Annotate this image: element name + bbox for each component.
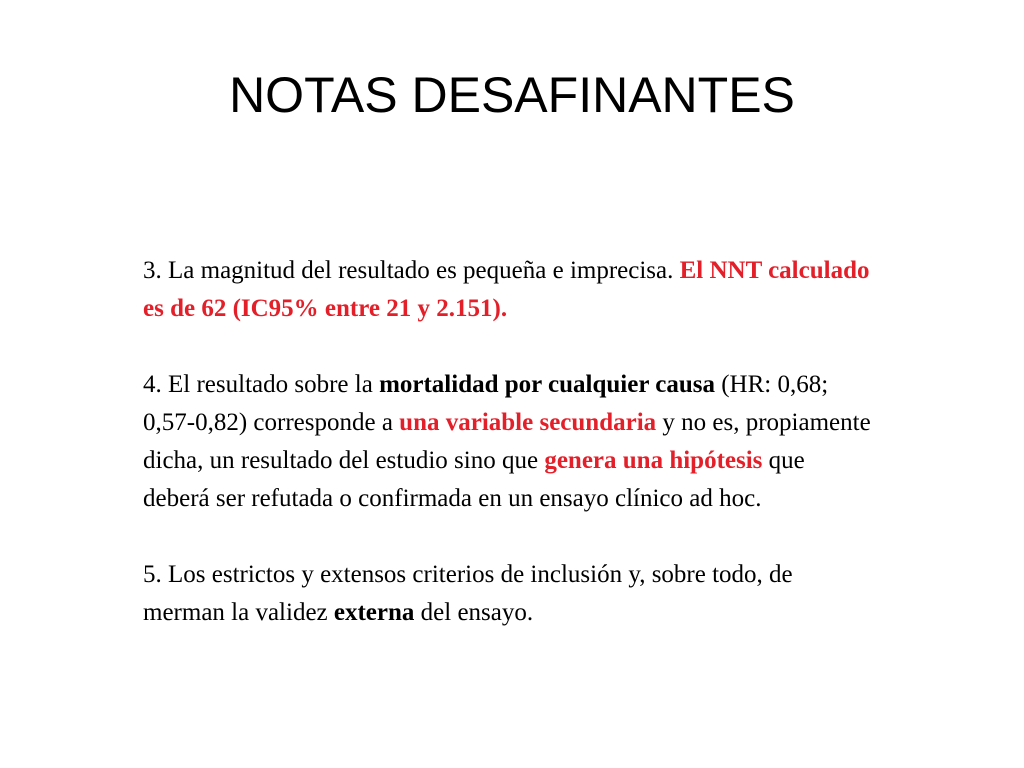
slide-body	[143, 252, 873, 632]
paragraph-text: 5. Los estrictos y extensos criterios de inclusión y, sobre todo, de merman la validez	[143, 561, 793, 626]
paragraph-text: que deberá ser refutada o confirmada en un ensayo clínico ad hoc.	[143, 447, 805, 512]
paragraph-text: (HR: 0,68; 0,57-0,82) corresponde a	[143, 371, 829, 436]
paragraph-4	[143, 366, 873, 518]
emphasized-text: externa	[333, 599, 415, 626]
paragraph-5	[143, 556, 873, 632]
paragraph-3	[143, 252, 873, 328]
paragraph-text: y no es, propiamente dicha, un resultado del estudio sino que	[143, 409, 871, 474]
highlighted-text: El NNT calculado es de 62 (IC95% entre 21 y 2.151).	[143, 257, 870, 322]
highlighted-text: una variable secundaria	[399, 409, 657, 436]
emphasized-text: mortalidad por cualquier causa	[379, 371, 715, 398]
highlighted-text: genera una hipótesis	[544, 447, 763, 474]
paragraph-text: del ensayo.	[414, 599, 534, 626]
slide-title: NOTAS DESAFINANTES	[229, 67, 795, 123]
paragraph-text: 3. La magnitud del resultado es pequeña e imprecisa.	[143, 257, 680, 284]
paragraph-text: 4. El resultado sobre la	[143, 371, 380, 398]
